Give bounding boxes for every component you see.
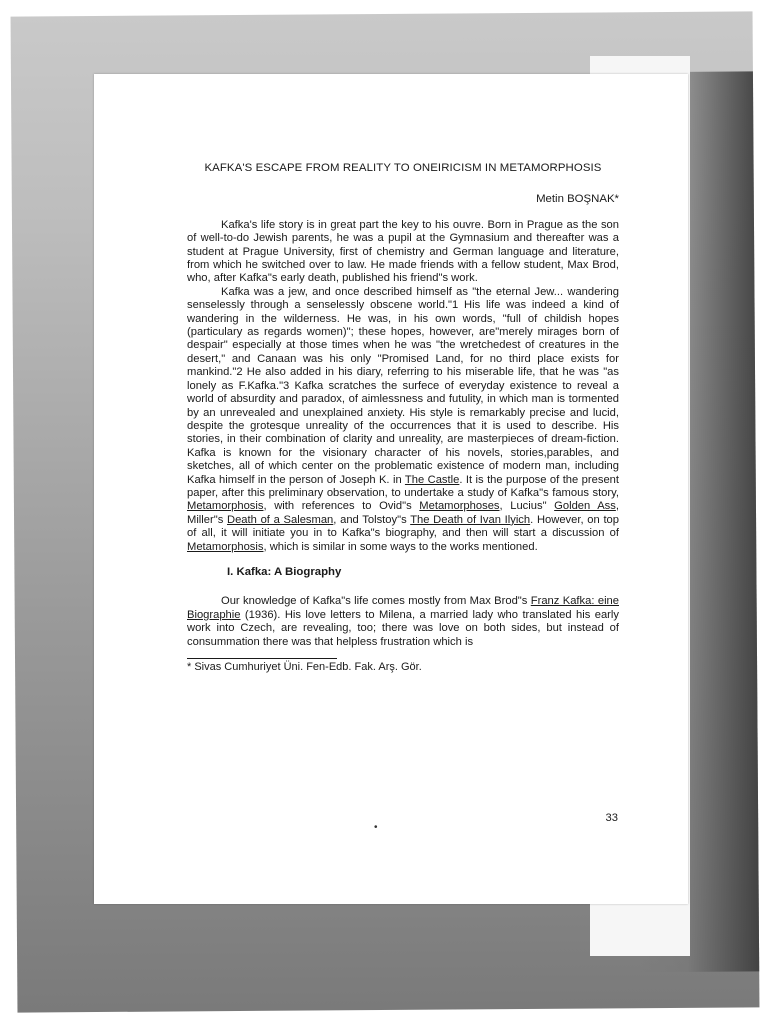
underlined-title: Metamorphosis: [187, 500, 264, 513]
text-run: Kafka was a jew, and once described himself as "the eternal Jew... wandering senselessly through a senselessly obscene world."1 His life was indeed a kind of wandering in the wilderness. He was, in his own words, "full of childish hopes (particulary as regards women)"; these hopes, however, are"merely mirages born of despair" especially at those times when he was "the wretchedest of creatures in the desert," and Canaan was his only "Promised Land, for no third place exists for mankind."2 He also added in his diary, referring to his miserable life, that he was "as lonely as F.Kafka."3 Kafka scratches the surfece of everyday existence to reveal a world of absurdity and paradox, of aimlessness and futulity, in which man is tormented by an unrevealed and unexplained anxiety. His style is remarkably precise and lucid, despite the grotesque unreality of the occurrences that it is used to describe. His stories, in their combination of clarity and unreality, are masterpieces of dream-fiction. Kafka is known for the visionary character of his novels, stories,parables, and sketches, all of which center on the problematic existence of modern man, including Kafka himself in the person of Joseph K. in: [187, 285, 619, 486]
underlined-title: Franz Kafka: eine Biographie: [187, 595, 619, 621]
text-run: . However, on top of all, it will initiate you in to Kafka"s biography, and then will start a discussion of: [187, 513, 619, 540]
section-paragraph: [187, 595, 619, 649]
text-run: . It is the purpose of the present paper, after this preliminary observation, to undertake a study of Kafka"s famous story,: [187, 473, 619, 499]
underlined-title: Death of a Salesman: [227, 513, 334, 526]
text-run: , which is similar in some ways to the works mentioned.: [263, 540, 538, 553]
page-number: 33: [605, 812, 618, 824]
text-run: (1936). His love letters to Milena, a married lady who translated his early work into Czech, are revealing, too; there was love on both sides, but instead of consummation there was that helpless frustration which is: [187, 608, 619, 648]
document-page: [94, 74, 688, 904]
text-run: , Miller"s: [187, 500, 619, 526]
footnote: * Sivas Cumhuriyet Üni. Fen-Edb. Fak. Arş. Gör.: [187, 661, 422, 673]
underlined-title: Golden Ass: [554, 500, 616, 513]
paragraph-2: [187, 286, 619, 554]
underlined-title: Metamorphosis: [187, 540, 264, 553]
text-run: , with references to Ovid"s: [263, 500, 420, 513]
scan-speck: •: [374, 822, 378, 833]
author-name: Metin BOŞNAK*: [536, 193, 619, 206]
footnote-rule: [187, 658, 337, 659]
underlined-title: The Castle: [404, 473, 460, 486]
text-run: Our knowledge of Kafka"s life comes mostly from Max Brod"s: [221, 595, 531, 608]
text-run: Kafka's life story is in great part the key to his ouvre. Born in Prague as the son of well-to-do Jewish parents, he was a pupil at the Gymnasium and thereafter was a student at Prague University, first of chemistry and German language and literature, from which he switched over to law. He made friends with a fellow student, Max Brod, who, after Kafka"s early death, published his friend"s work.: [187, 218, 619, 285]
page-content: [187, 162, 619, 674]
text-run: , Lucius": [499, 500, 555, 513]
paragraph-1: [187, 219, 619, 286]
article-title: KAFKA'S ESCAPE FROM REALITY TO ONEIRICISM IN METAMORPHOSIS: [204, 162, 602, 174]
section-heading: I. Kafka: A Biography: [227, 565, 342, 578]
underlined-title: The Death of Ivan Ilyich: [410, 513, 531, 526]
text-run: , and Tolstoy"s: [333, 513, 411, 526]
underlined-title: Metamorphoses: [419, 500, 500, 513]
